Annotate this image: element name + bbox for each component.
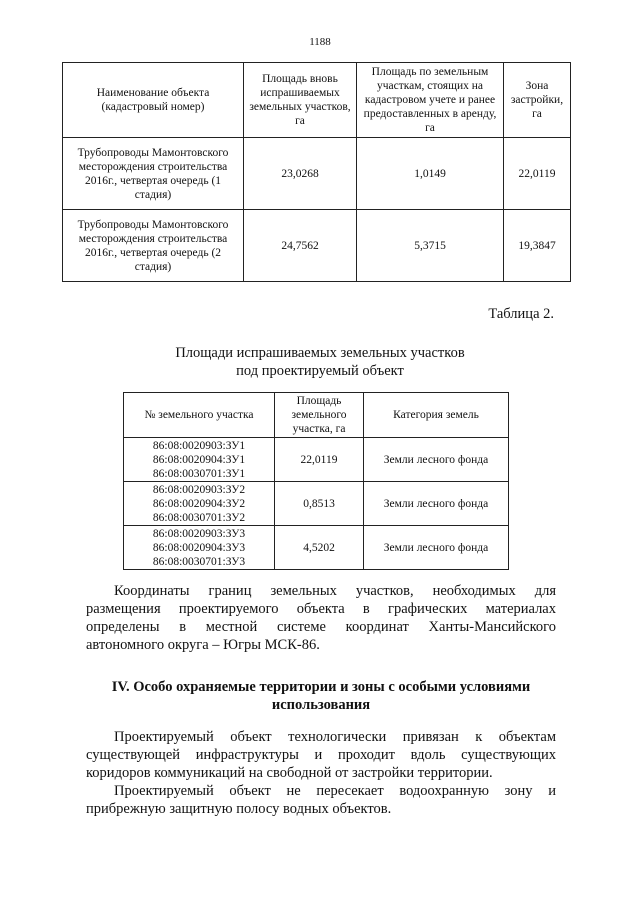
header-land-category: Категория земель xyxy=(364,393,509,438)
table-row xyxy=(63,138,571,210)
cell-registered-area: 5,3715 xyxy=(357,210,504,282)
parcel-number: 86:08:0020904:ЗУ3 xyxy=(152,541,246,554)
parcel-number: 86:08:0030701:ЗУ3 xyxy=(152,555,246,568)
parcel-number: 86:08:0030701:ЗУ2 xyxy=(152,511,246,524)
cell-new-area: 24,7562 xyxy=(244,210,357,282)
table2-label: Таблица 2. xyxy=(488,306,554,322)
table2-title-line1: Площади испрашиваемых земельных участков xyxy=(175,345,465,361)
header-building-zone: Зона застройки, га xyxy=(504,63,571,138)
page-number: 1188 xyxy=(309,36,331,48)
table-row xyxy=(124,482,509,526)
table2-title xyxy=(0,344,640,380)
table-header-row xyxy=(124,393,509,438)
cell-land-category: Земли лесного фонда xyxy=(364,526,509,570)
header-parcel-number: № земельного участка xyxy=(124,393,275,438)
parcel-number: 86:08:0020903:ЗУ3 xyxy=(152,527,246,540)
parcel-number: 86:08:0020904:ЗУ1 xyxy=(152,453,246,466)
parcel-number: 86:08:0020904:ЗУ2 xyxy=(152,497,246,510)
parcel-number: 86:08:0020903:ЗУ2 xyxy=(152,483,246,496)
header-registered-area: Площадь по земельным участкам, стоящих на кадастровом учете и ранее предоставленных в аренду, га xyxy=(357,63,504,138)
header-new-area: Площадь вновь испрашиваемых земельных участков, га xyxy=(244,63,357,138)
cell-object-name: Трубопроводы Мамонтовского месторождения строительства 2016г., четвертая очередь (1 стадия) xyxy=(63,138,244,210)
table-row xyxy=(124,438,509,482)
cell-parcel-area: 4,5202 xyxy=(275,526,364,570)
cell-building-zone: 19,3847 xyxy=(504,210,571,282)
cell-land-category: Земли лесного фонда xyxy=(364,482,509,526)
cell-building-zone: 22,0119 xyxy=(504,138,571,210)
table-row xyxy=(124,526,509,570)
parcel-number: 86:08:0020903:ЗУ1 xyxy=(152,439,246,452)
cell-parcel-numbers xyxy=(124,482,275,526)
cell-land-category: Земли лесного фонда xyxy=(364,438,509,482)
cell-parcel-area: 22,0119 xyxy=(275,438,364,482)
parcel-area-table xyxy=(123,392,509,570)
cell-new-area: 23,0268 xyxy=(244,138,357,210)
table-row xyxy=(63,210,571,282)
paragraph-text: Проектируемый объект технологически привязан к объектам существующей инфраструктуры и проходит вдоль существующих коридоров коммуникаций на свободной от застройки территории. xyxy=(86,729,556,781)
paragraph-text: Координаты границ земельных участков, необходимых для размещения проектируемого объекта в графических материалах определены в местной системе координат Ханты-Мансийского автономного округа – Югры МСК-86. xyxy=(86,583,556,653)
cell-object-name: Трубопроводы Мамонтовского месторождения строительства 2016г., четвертая очередь (2 стадия) xyxy=(63,210,244,282)
parcel-number: 86:08:0030701:ЗУ1 xyxy=(152,467,246,480)
table-header-row xyxy=(63,63,571,138)
land-area-table xyxy=(62,62,571,282)
cell-parcel-numbers xyxy=(124,526,275,570)
coordinates-paragraph xyxy=(86,582,556,654)
section-body xyxy=(86,728,556,818)
table2-title-line2: под проектируемый объект xyxy=(236,363,404,379)
header-object-name: Наименование объекта (кадастровый номер) xyxy=(63,63,244,138)
section-heading: IV. Особо охраняемые территории и зоны с особыми условиями использования xyxy=(111,679,531,713)
cell-parcel-area: 0,8513 xyxy=(275,482,364,526)
cell-registered-area: 1,0149 xyxy=(357,138,504,210)
header-parcel-area: Площадь земельного участка, га xyxy=(275,393,364,438)
cell-parcel-numbers xyxy=(124,438,275,482)
paragraph-text: Проектируемый объект не пересекает водоохранную зону и прибрежную защитную полосу водных объектов. xyxy=(86,783,556,817)
